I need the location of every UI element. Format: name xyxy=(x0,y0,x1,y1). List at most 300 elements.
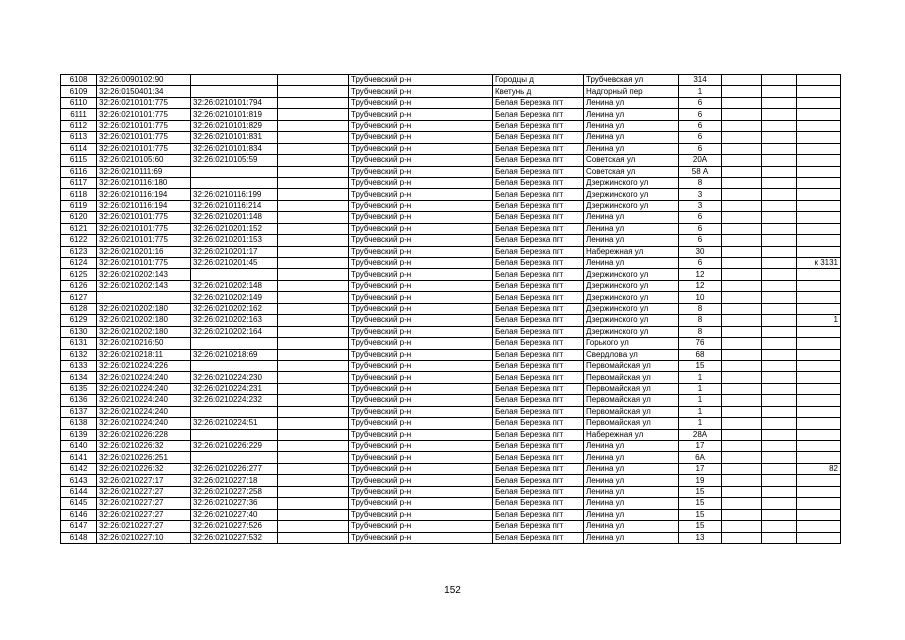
settlement-cell: Белая Березка пгт xyxy=(493,132,584,143)
blank-cell-cell xyxy=(278,246,349,257)
settlement-cell: Белая Березка пгт xyxy=(493,97,584,108)
settlement-cell: Белая Березка пгт xyxy=(493,212,584,223)
blank-cell-cell xyxy=(278,532,349,543)
cadastral-number-cell: 32:26:0210224:226 xyxy=(97,360,191,371)
parent-cadastral-number-cell xyxy=(191,75,278,86)
settlement-cell: Белая Березка пгт xyxy=(493,292,584,303)
settlement-cell: Белая Березка пгт xyxy=(493,258,584,269)
blank-cell-cell xyxy=(722,166,762,177)
blank-cell-cell xyxy=(722,532,762,543)
house-number-cell: 1 xyxy=(679,395,722,406)
blank-cell-cell xyxy=(762,475,797,486)
blank-cell-cell xyxy=(762,509,797,520)
settlement-cell: Белая Березка пгт xyxy=(493,475,584,486)
district-cell: Трубчевский р-н xyxy=(349,486,493,497)
note-cell xyxy=(797,486,841,497)
cadastral-number-cell: 32:26:0150401:34 xyxy=(97,86,191,97)
note-cell xyxy=(797,372,841,383)
blank-cell-cell xyxy=(278,177,349,188)
blank-cell-cell xyxy=(762,383,797,394)
blank-cell-cell xyxy=(722,452,762,463)
row-number-cell: 6128 xyxy=(61,303,97,314)
row-number-cell: 6126 xyxy=(61,280,97,291)
street-cell: Ленина ул xyxy=(584,475,679,486)
blank-cell-cell xyxy=(762,120,797,131)
street-cell: Ленина ул xyxy=(584,132,679,143)
district-cell: Трубчевский р-н xyxy=(349,269,493,280)
note-cell xyxy=(797,452,841,463)
table-row xyxy=(61,326,841,337)
parent-cadastral-number-cell: 32:26:0210227:258 xyxy=(191,486,278,497)
street-cell: Дзержинского ул xyxy=(584,280,679,291)
row-number-cell: 6110 xyxy=(61,97,97,108)
blank-cell-cell xyxy=(762,486,797,497)
settlement-cell: Белая Березка пгт xyxy=(493,280,584,291)
house-number-cell: 15 xyxy=(679,509,722,520)
table-row xyxy=(61,486,841,497)
district-cell: Трубчевский р-н xyxy=(349,155,493,166)
blank-cell-cell xyxy=(278,326,349,337)
parent-cadastral-number-cell: 32:26:0210101:829 xyxy=(191,120,278,131)
house-number-cell: 10 xyxy=(679,292,722,303)
settlement-cell: Белая Березка пгт xyxy=(493,109,584,120)
note-cell: 1 xyxy=(797,315,841,326)
cadastral-number-cell: 32:26:0090102:90 xyxy=(97,75,191,86)
house-number-cell: 8 xyxy=(679,177,722,188)
house-number-cell: 13 xyxy=(679,532,722,543)
blank-cell-cell xyxy=(762,212,797,223)
house-number-cell: 6 xyxy=(679,109,722,120)
blank-cell-cell xyxy=(278,418,349,429)
blank-cell-cell xyxy=(722,303,762,314)
blank-cell-cell xyxy=(278,406,349,417)
note-cell xyxy=(797,475,841,486)
blank-cell-cell xyxy=(278,258,349,269)
blank-cell-cell xyxy=(278,360,349,371)
street-cell: Первомайская ул xyxy=(584,395,679,406)
table-row xyxy=(61,177,841,188)
note-cell xyxy=(797,406,841,417)
row-number-cell: 6147 xyxy=(61,521,97,532)
blank-cell-cell xyxy=(722,75,762,86)
settlement-cell: Кветунь д xyxy=(493,86,584,97)
blank-cell-cell xyxy=(722,132,762,143)
table-row xyxy=(61,223,841,234)
note-cell xyxy=(797,166,841,177)
blank-cell-cell xyxy=(722,109,762,120)
blank-cell-cell xyxy=(722,155,762,166)
parent-cadastral-number-cell: 32:26:0210101:794 xyxy=(191,97,278,108)
district-cell: Трубчевский р-н xyxy=(349,349,493,360)
parent-cadastral-number-cell xyxy=(191,86,278,97)
house-number-cell: 6 xyxy=(679,132,722,143)
blank-cell-cell xyxy=(278,303,349,314)
table-row xyxy=(61,97,841,108)
street-cell: Ленина ул xyxy=(584,97,679,108)
house-number-cell: 15 xyxy=(679,498,722,509)
street-cell: Первомайская ул xyxy=(584,360,679,371)
blank-cell-cell xyxy=(762,235,797,246)
note-cell: 82 xyxy=(797,463,841,474)
table-row xyxy=(61,395,841,406)
blank-cell-cell xyxy=(278,475,349,486)
table-row xyxy=(61,452,841,463)
row-number-cell: 6136 xyxy=(61,395,97,406)
street-cell: Надгорный пер xyxy=(584,86,679,97)
table-row xyxy=(61,498,841,509)
parent-cadastral-number-cell: 32:26:0210201:17 xyxy=(191,246,278,257)
settlement-cell: Белая Березка пгт xyxy=(493,223,584,234)
table-row xyxy=(61,463,841,474)
blank-cell-cell xyxy=(762,315,797,326)
blank-cell-cell xyxy=(278,97,349,108)
district-cell: Трубчевский р-н xyxy=(349,86,493,97)
house-number-cell: 17 xyxy=(679,441,722,452)
row-number-cell: 6119 xyxy=(61,200,97,211)
street-cell: Первомайская ул xyxy=(584,418,679,429)
blank-cell-cell xyxy=(278,349,349,360)
street-cell: Ленина ул xyxy=(584,532,679,543)
settlement-cell: Белая Березка пгт xyxy=(493,395,584,406)
note-cell xyxy=(797,269,841,280)
blank-cell-cell xyxy=(762,292,797,303)
street-cell: Свердлова ул xyxy=(584,349,679,360)
note-cell xyxy=(797,532,841,543)
row-number-cell: 6124 xyxy=(61,258,97,269)
blank-cell-cell xyxy=(762,177,797,188)
street-cell: Ленина ул xyxy=(584,521,679,532)
blank-cell-cell xyxy=(722,315,762,326)
parent-cadastral-number-cell xyxy=(191,338,278,349)
house-number-cell: 15 xyxy=(679,360,722,371)
district-cell: Трубчевский р-н xyxy=(349,498,493,509)
parent-cadastral-number-cell: 32:26:0210116:199 xyxy=(191,189,278,200)
parent-cadastral-number-cell xyxy=(191,360,278,371)
district-cell: Трубчевский р-н xyxy=(349,235,493,246)
blank-cell-cell xyxy=(278,155,349,166)
blank-cell-cell xyxy=(722,509,762,520)
street-cell: Дзержинского ул xyxy=(584,315,679,326)
cadastral-number-cell: 32:26:0210224:240 xyxy=(97,406,191,417)
cadastral-number-cell: 32:26:0210101:775 xyxy=(97,132,191,143)
blank-cell-cell xyxy=(722,235,762,246)
settlement-cell: Белая Березка пгт xyxy=(493,349,584,360)
street-cell: Дзержинского ул xyxy=(584,292,679,303)
blank-cell-cell xyxy=(278,498,349,509)
district-cell: Трубчевский р-н xyxy=(349,521,493,532)
blank-cell-cell xyxy=(722,498,762,509)
settlement-cell: Белая Березка пгт xyxy=(493,521,584,532)
parent-cadastral-number-cell: 32:26:0210226:277 xyxy=(191,463,278,474)
blank-cell-cell xyxy=(278,383,349,394)
row-number-cell: 6131 xyxy=(61,338,97,349)
table-row xyxy=(61,372,841,383)
cadastral-number-cell: 32:26:0210116:194 xyxy=(97,189,191,200)
street-cell: Советская ул xyxy=(584,155,679,166)
district-cell: Трубчевский р-н xyxy=(349,429,493,440)
note-cell xyxy=(797,349,841,360)
row-number-cell: 6127 xyxy=(61,292,97,303)
blank-cell-cell xyxy=(762,395,797,406)
parent-cadastral-number-cell: 32:26:0210224:231 xyxy=(191,383,278,394)
blank-cell-cell xyxy=(722,269,762,280)
note-cell xyxy=(797,235,841,246)
parent-cadastral-number-cell: 32:26:0210227:526 xyxy=(191,521,278,532)
blank-cell-cell xyxy=(762,143,797,154)
table-body xyxy=(61,75,841,544)
note-cell xyxy=(797,132,841,143)
row-number-cell: 6139 xyxy=(61,429,97,440)
blank-cell-cell xyxy=(762,338,797,349)
parent-cadastral-number-cell xyxy=(191,406,278,417)
note-cell xyxy=(797,383,841,394)
note-cell xyxy=(797,418,841,429)
table-row xyxy=(61,166,841,177)
house-number-cell: 3 xyxy=(679,189,722,200)
settlement-cell: Белая Березка пгт xyxy=(493,532,584,543)
row-number-cell: 6135 xyxy=(61,383,97,394)
parent-cadastral-number-cell: 32:26:0210101:819 xyxy=(191,109,278,120)
row-number-cell: 6115 xyxy=(61,155,97,166)
cadastral-number-cell: 32:26:0210227:27 xyxy=(97,498,191,509)
table-row xyxy=(61,441,841,452)
house-number-cell: 6 xyxy=(679,235,722,246)
blank-cell-cell xyxy=(762,326,797,337)
row-number-cell: 6140 xyxy=(61,441,97,452)
blank-cell-cell xyxy=(762,303,797,314)
blank-cell-cell xyxy=(762,189,797,200)
blank-cell-cell xyxy=(278,486,349,497)
street-cell: Дзержинского ул xyxy=(584,269,679,280)
house-number-cell: 17 xyxy=(679,463,722,474)
table-row xyxy=(61,292,841,303)
blank-cell-cell xyxy=(278,395,349,406)
blank-cell-cell xyxy=(762,246,797,257)
blank-cell-cell xyxy=(762,75,797,86)
blank-cell-cell xyxy=(762,258,797,269)
row-number-cell: 6112 xyxy=(61,120,97,131)
blank-cell-cell xyxy=(762,109,797,120)
district-cell: Трубчевский р-н xyxy=(349,212,493,223)
house-number-cell: 6 xyxy=(679,223,722,234)
parent-cadastral-number-cell: 32:26:0210227:532 xyxy=(191,532,278,543)
settlement-cell: Белая Березка пгт xyxy=(493,418,584,429)
blank-cell-cell xyxy=(722,292,762,303)
row-number-cell: 6114 xyxy=(61,143,97,154)
district-cell: Трубчевский р-н xyxy=(349,166,493,177)
table-row xyxy=(61,509,841,520)
note-cell xyxy=(797,155,841,166)
row-number-cell: 6130 xyxy=(61,326,97,337)
property-table xyxy=(60,74,841,544)
table-row xyxy=(61,86,841,97)
table-row xyxy=(61,532,841,543)
parent-cadastral-number-cell xyxy=(191,166,278,177)
page-number: 152 xyxy=(444,585,461,596)
blank-cell-cell xyxy=(278,372,349,383)
note-cell xyxy=(797,120,841,131)
note-cell xyxy=(797,246,841,257)
table-row xyxy=(61,521,841,532)
blank-cell-cell xyxy=(278,269,349,280)
blank-cell-cell xyxy=(278,452,349,463)
table-row xyxy=(61,315,841,326)
house-number-cell: 6 xyxy=(679,143,722,154)
row-number-cell: 6111 xyxy=(61,109,97,120)
blank-cell-cell xyxy=(722,177,762,188)
note-cell xyxy=(797,326,841,337)
district-cell: Трубчевский р-н xyxy=(349,395,493,406)
settlement-cell: Городцы д xyxy=(493,75,584,86)
settlement-cell: Белая Березка пгт xyxy=(493,498,584,509)
row-number-cell: 6148 xyxy=(61,532,97,543)
note-cell xyxy=(797,223,841,234)
cadastral-number-cell: 32:26:0210202:143 xyxy=(97,269,191,280)
house-number-cell: 314 xyxy=(679,75,722,86)
street-cell: Ленина ул xyxy=(584,109,679,120)
table-row xyxy=(61,360,841,371)
note-cell xyxy=(797,109,841,120)
note-cell xyxy=(797,280,841,291)
cadastral-number-cell: 32:26:0210216:50 xyxy=(97,338,191,349)
street-cell: Дзержинского ул xyxy=(584,189,679,200)
blank-cell-cell xyxy=(762,429,797,440)
blank-cell-cell xyxy=(278,441,349,452)
district-cell: Трубчевский р-н xyxy=(349,280,493,291)
house-number-cell: 8 xyxy=(679,326,722,337)
blank-cell-cell xyxy=(278,509,349,520)
blank-cell-cell xyxy=(722,258,762,269)
district-cell: Трубчевский р-н xyxy=(349,109,493,120)
settlement-cell: Белая Березка пгт xyxy=(493,120,584,131)
street-cell: Ленина ул xyxy=(584,498,679,509)
table-row xyxy=(61,120,841,131)
table-row xyxy=(61,132,841,143)
row-number-cell: 6116 xyxy=(61,166,97,177)
street-cell: Ленина ул xyxy=(584,120,679,131)
row-number-cell: 6141 xyxy=(61,452,97,463)
street-cell: Ленина ул xyxy=(584,486,679,497)
row-number-cell: 6120 xyxy=(61,212,97,223)
row-number-cell: 6144 xyxy=(61,486,97,497)
blank-cell-cell xyxy=(278,109,349,120)
table-row xyxy=(61,303,841,314)
note-cell xyxy=(797,395,841,406)
note-cell xyxy=(797,97,841,108)
note-cell xyxy=(797,292,841,303)
settlement-cell: Белая Березка пгт xyxy=(493,235,584,246)
blank-cell-cell xyxy=(762,372,797,383)
settlement-cell: Белая Березка пгт xyxy=(493,166,584,177)
district-cell: Трубчевский р-н xyxy=(349,177,493,188)
cadastral-number-cell: 32:26:0210218:11 xyxy=(97,349,191,360)
blank-cell-cell xyxy=(762,97,797,108)
cadastral-number-cell: 32:26:0210101:775 xyxy=(97,223,191,234)
table-row xyxy=(61,258,841,269)
settlement-cell: Белая Березка пгт xyxy=(493,177,584,188)
district-cell: Трубчевский р-н xyxy=(349,303,493,314)
cadastral-number-cell: 32:26:0210116:194 xyxy=(97,200,191,211)
row-number-cell: 6118 xyxy=(61,189,97,200)
table-row xyxy=(61,406,841,417)
row-number-cell: 6109 xyxy=(61,86,97,97)
parent-cadastral-number-cell: 32:26:0210227:36 xyxy=(191,498,278,509)
district-cell: Трубчевский р-н xyxy=(349,441,493,452)
district-cell: Трубчевский р-н xyxy=(349,292,493,303)
blank-cell-cell xyxy=(278,143,349,154)
district-cell: Трубчевский р-н xyxy=(349,360,493,371)
table-row xyxy=(61,383,841,394)
parent-cadastral-number-cell: 32:26:0210202:148 xyxy=(191,280,278,291)
blank-cell-cell xyxy=(762,360,797,371)
note-cell xyxy=(797,441,841,452)
street-cell: Набережная ул xyxy=(584,246,679,257)
row-number-cell: 6138 xyxy=(61,418,97,429)
blank-cell-cell xyxy=(762,200,797,211)
note-cell xyxy=(797,143,841,154)
parent-cadastral-number-cell: 32:26:0210218:69 xyxy=(191,349,278,360)
blank-cell-cell xyxy=(722,200,762,211)
house-number-cell: 6 xyxy=(679,212,722,223)
cadastral-number-cell: 32:26:0210101:775 xyxy=(97,212,191,223)
district-cell: Трубчевский р-н xyxy=(349,452,493,463)
blank-cell-cell xyxy=(762,441,797,452)
street-cell: Ленина ул xyxy=(584,509,679,520)
street-cell: Ленина ул xyxy=(584,452,679,463)
cadastral-number-cell: 32:26:0210227:27 xyxy=(97,509,191,520)
house-number-cell: 1 xyxy=(679,372,722,383)
house-number-cell: 6А xyxy=(679,452,722,463)
blank-cell-cell xyxy=(278,235,349,246)
cadastral-number-cell: 32:26:0210226:32 xyxy=(97,463,191,474)
settlement-cell: Белая Березка пгт xyxy=(493,372,584,383)
settlement-cell: Белая Березка пгт xyxy=(493,315,584,326)
house-number-cell: 30 xyxy=(679,246,722,257)
blank-cell-cell xyxy=(278,132,349,143)
blank-cell-cell xyxy=(278,120,349,131)
street-cell: Ленина ул xyxy=(584,463,679,474)
note-cell xyxy=(797,509,841,520)
blank-cell-cell xyxy=(722,463,762,474)
blank-cell-cell xyxy=(762,406,797,417)
district-cell: Трубчевский р-н xyxy=(349,326,493,337)
district-cell: Трубчевский р-н xyxy=(349,132,493,143)
note-cell xyxy=(797,429,841,440)
house-number-cell: 12 xyxy=(679,269,722,280)
settlement-cell: Белая Березка пгт xyxy=(493,406,584,417)
house-number-cell: 6 xyxy=(679,97,722,108)
blank-cell-cell xyxy=(722,441,762,452)
cadastral-number-cell: 32:26:0210101:775 xyxy=(97,120,191,131)
street-cell: Ленина ул xyxy=(584,441,679,452)
district-cell: Трубчевский р-н xyxy=(349,143,493,154)
street-cell: Ленина ул xyxy=(584,143,679,154)
row-number-cell: 6134 xyxy=(61,372,97,383)
note-cell xyxy=(797,75,841,86)
settlement-cell: Белая Березка пгт xyxy=(493,383,584,394)
row-number-cell: 6121 xyxy=(61,223,97,234)
cadastral-number-cell: 32:26:0210202:180 xyxy=(97,303,191,314)
parent-cadastral-number-cell xyxy=(191,429,278,440)
settlement-cell: Белая Березка пгт xyxy=(493,200,584,211)
settlement-cell: Белая Березка пгт xyxy=(493,338,584,349)
blank-cell-cell xyxy=(278,280,349,291)
cadastral-number-cell: 32:26:0210101:775 xyxy=(97,235,191,246)
blank-cell-cell xyxy=(722,418,762,429)
cadastral-number-cell: 32:26:0210224:240 xyxy=(97,395,191,406)
row-number-cell: 6143 xyxy=(61,475,97,486)
blank-cell-cell xyxy=(762,418,797,429)
